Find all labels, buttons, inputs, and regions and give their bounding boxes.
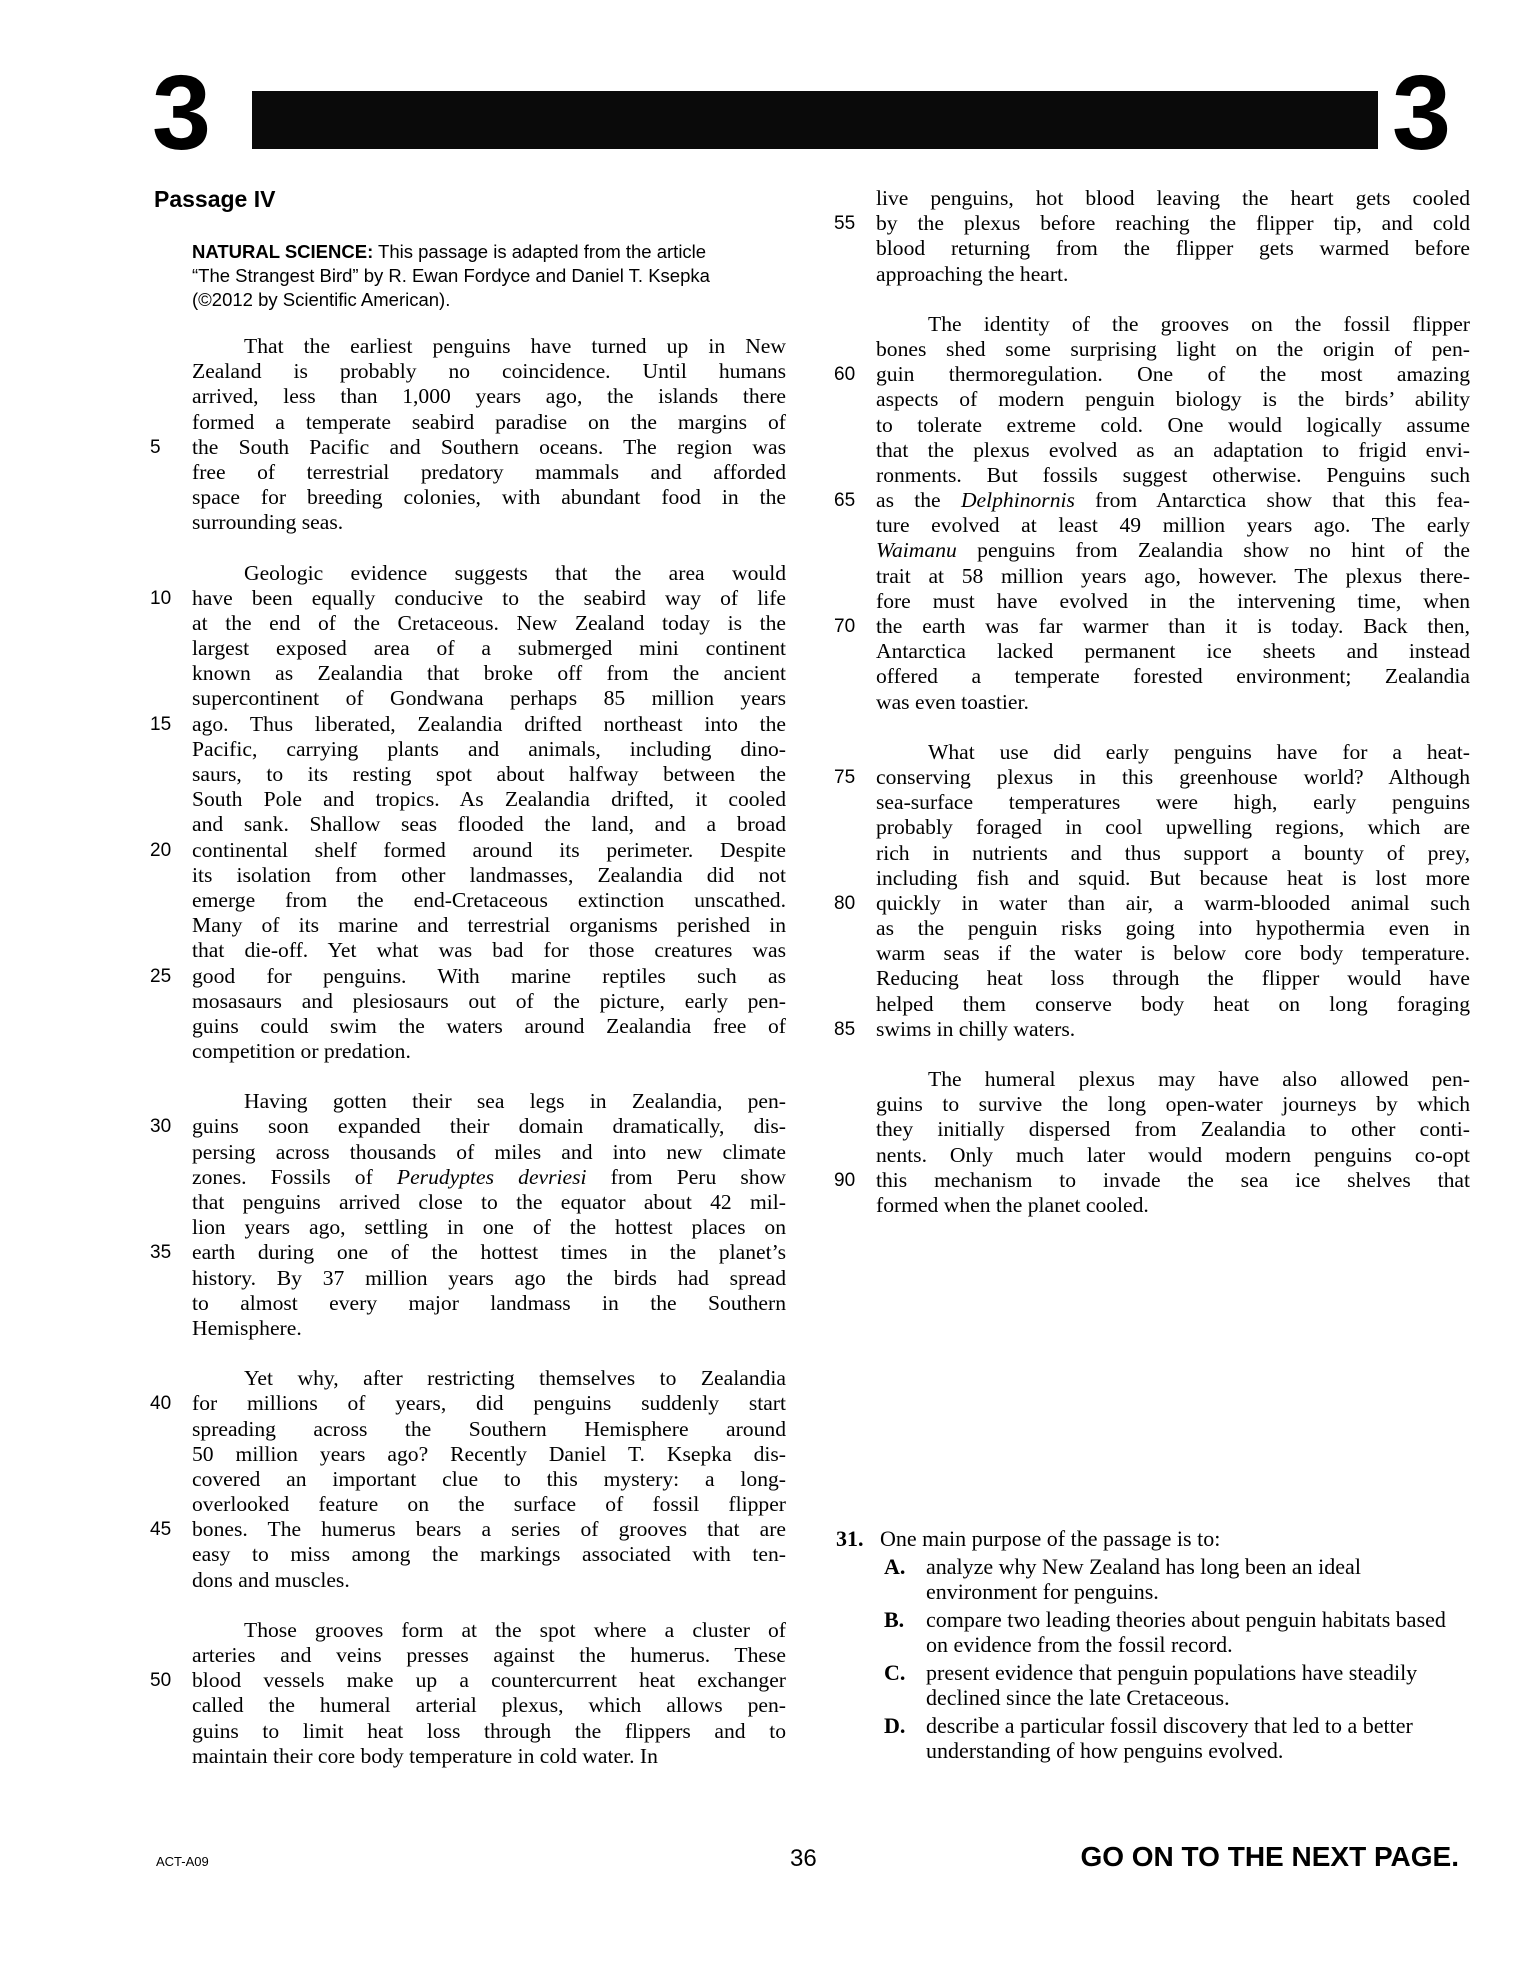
line-text: easy to miss among the markings associated with ten- [192,1542,786,1567]
passage-line [876,186,1470,211]
line-text: conserving plexus in this greenhouse world? Although [876,764,1470,789]
line-text: South Pole and tropics. As Zealandia drifted, it cooled [192,787,786,812]
passage-line [192,1618,786,1643]
passage-paragraph [834,739,1470,1042]
line-text: trait at 58 million years ago, however. The plexus there- [876,563,1470,588]
passage-line [150,1391,786,1416]
passage-line [876,1193,1470,1218]
passage-line [876,413,1470,438]
line-text: including fish and squid. But because heat is lost more [876,865,1470,890]
question-stem-text: One main purpose of the passage is to: [880,1526,1221,1551]
passage-line [876,841,1470,866]
line-text: arrived, less than 1,000 years ago, the islands there [192,384,786,409]
passage-line [876,815,1470,840]
passage-line [192,787,786,812]
question-31 [836,1526,1466,1764]
intro-line [192,240,782,264]
passage-line [876,538,1470,563]
option-text: analyze why New Zealand has long been an ideal environment for penguins. [926,1553,1361,1604]
line-number: 5 [150,436,161,458]
passage-line [192,1417,786,1442]
species-name: Delphinornis [960,488,1075,513]
intro-text: This passage is adapted from the article [373,241,707,262]
passage-line [192,863,786,888]
line-text: they initially dispersed from Zealandia to other conti- [876,1117,1470,1142]
line-text: ago. Thus liberated, Zealandia drifted northeast into the [192,711,786,736]
passage-line [192,1719,786,1744]
passage-line [150,1114,786,1139]
passage-line [192,1643,786,1668]
section-number-left: 3 [152,54,209,172]
passage-title: Passage IV [154,186,276,212]
passage-line [192,737,786,762]
line-text: arteries and veins presses against the humerus. These [192,1643,786,1667]
intro-label: NATURAL SCIENCE: [192,241,374,262]
passage-line [150,837,786,863]
line-text: helped them conserve body heat on long foraging [876,991,1470,1016]
passage-line [192,686,786,711]
line-text: history. By 37 million years ago the birds had spread [192,1265,786,1290]
line-text: What use did early penguins have for a heat- [928,739,1470,764]
passage-line [834,614,1470,639]
line-text: Pacific, carrying plants and animals, including dino- [192,736,786,761]
line-text: zones. Fossils of Perudyptes devriesi from Peru show [192,1164,786,1189]
line-number: 40 [150,1393,172,1415]
line-number: 35 [150,1242,172,1264]
line-number: 55 [834,213,856,235]
question-stem [836,1526,1466,1552]
line-text: aspects of modern penguin biology is the birds’ ability [876,387,1470,412]
line-text: quickly in water than air, a warm-blooded animal such [876,890,1470,915]
passage-line [876,438,1470,463]
section-number-right: 3 [1392,54,1449,172]
line-text: known as Zealandia that broke off from the ancient [192,661,786,686]
passage-line [192,1140,786,1165]
option-text: compare two leading theories about penguin habitats based on evidence from the fossil record. [926,1606,1446,1657]
passage-line [192,1014,786,1039]
line-text: sea-surface temperatures were high, early penguins [876,790,1470,815]
line-text: guins soon expanded their domain dramatically, dis- [192,1114,786,1139]
passage-line [192,1744,786,1769]
passage-line [876,312,1470,337]
line-text: to tolerate extreme cold. One would logically assume [876,412,1470,437]
passage-line [192,561,786,586]
passage-line [876,639,1470,664]
line-text: this mechanism to invade the sea ice shelves that [876,1167,1470,1192]
line-text: to almost every major landmass in the Southern [192,1290,786,1315]
passage-line [876,463,1470,488]
line-number: 25 [150,965,172,987]
passage-line [192,334,786,359]
line-text: The humeral plexus may have also allowed pen- [928,1067,1470,1091]
passage-line [192,1542,786,1567]
answer-option-b[interactable] [836,1607,1466,1658]
line-text: free of terrestrial predatory mammals and afforded [192,459,786,484]
passage-line [876,1067,1470,1092]
line-text: have been equally conducive to the seabird way of life [192,585,786,610]
line-text: bones shed some surprising light on the origin of pen- [876,336,1470,361]
passage-paragraph [150,334,786,536]
line-text: the earth was far warmer than it is today. Back then, [876,614,1470,638]
line-text: That the earliest penguins have turned up in New [244,334,786,358]
line-text: live penguins, hot blood leaving the heart gets cooled [876,186,1470,210]
line-text: persing across thousands of miles and into new climate [192,1139,786,1164]
line-text: The identity of the grooves on the fossil flipper [928,311,1470,336]
passage-line [876,589,1470,614]
header-bar [252,91,1378,149]
line-text: guins to limit heat loss through the flippers and to [192,1718,786,1743]
passage-line [192,1492,786,1517]
option-text: present evidence that penguin populations have steadily declined since the late Cretaceous. [926,1659,1418,1710]
option-letter: A. [884,1553,906,1579]
passage-line [876,1143,1470,1168]
passage-line [834,362,1470,387]
passage-line [876,992,1470,1017]
line-number: 60 [834,364,856,386]
intro-line: (©2012 by Scientific American). [192,289,451,310]
option-letter: D. [884,1712,906,1738]
line-text: called the humeral arterial plexus, which allows pen- [192,1693,786,1718]
line-text: largest exposed area of a submerged mini continent [192,636,786,661]
line-text: space for breeding colonies, with abundant food in the [192,485,786,510]
passage-line [876,790,1470,815]
passage-paragraph [834,186,1470,287]
passage-line [192,384,786,409]
line-text: as the Delphinornis from Antarctica show that this fea- [876,488,1470,513]
line-text: competition or predation. [192,1039,411,1064]
line-text: Hemisphere. [192,1315,302,1340]
line-text: the South Pacific and Southern oceans. The region was [192,434,786,459]
passage-line [834,211,1470,236]
line-text: Zealand is probably no coincidence. Until humans [192,359,786,384]
line-text: blood returning from the flipper gets warmed before [876,236,1470,261]
passage-line [192,1266,786,1291]
passage-line [834,488,1470,513]
passage-line [876,513,1470,538]
passage-line [192,661,786,686]
line-text: dons and muscles. [192,1567,350,1592]
line-text: its isolation from other landmasses, Zealandia did not [192,862,786,887]
passage-line [834,1167,1470,1193]
line-text: Reducing heat loss through the flipper would have [876,966,1470,991]
passage-line [876,1117,1470,1142]
option-text: describe a particular fossil discovery that led to a better understanding of how penguins evolved. [926,1712,1413,1763]
line-text: formed when the planet cooled. [876,1192,1149,1217]
line-number: 20 [150,839,172,861]
option-letter: C. [884,1659,906,1685]
passage-line [876,941,1470,966]
line-text: bones. The humerus bears a series of grooves that are [192,1517,786,1542]
line-text: guins could swim the waters around Zealandia free of [192,1013,786,1038]
line-text: by the plexus before reaching the flipper tip, and cold [876,211,1470,236]
line-text: that penguins arrived close to the equator about 42 mil- [192,1190,786,1214]
passage-line [876,866,1470,891]
passage-line [876,387,1470,412]
line-text: overlooked feature on the surface of fossil flipper [192,1492,786,1517]
passage-line [192,888,786,913]
footer-code: ACT-A09 [156,1854,209,1869]
answer-option-c[interactable] [836,1660,1466,1711]
passage-line [192,1039,786,1064]
line-text: as the penguin risks going into hypothermia even in [876,916,1470,941]
passage-line [876,1092,1470,1117]
line-text: rich in nutrients and thus support a bounty of prey, [876,840,1470,865]
line-number: 85 [834,1018,856,1040]
passage-paragraph [150,1089,786,1341]
passage-paragraph [150,1366,786,1593]
line-text: warm seas if the water is below core body temperature. [876,941,1470,966]
line-text: mosasaurs and plesiosaurs out of the picture, early pen- [192,988,786,1013]
passage-line [834,1016,1470,1042]
passage-line [876,690,1470,715]
passage-paragraph [834,1067,1470,1218]
passage-paragraph [834,311,1470,715]
line-text: 50 million years ago? Recently Daniel T. Ksepka dis- [192,1441,786,1466]
passage-line [192,460,786,485]
option-letter: B. [884,1606,905,1632]
passage-line [876,740,1470,765]
species-name: Perudyptes devriesi [396,1164,587,1189]
line-text: approaching the heart. [876,261,1069,286]
passage-line [192,611,786,636]
line-text: supercontinent of Gondwana perhaps 85 million years [192,686,786,711]
line-number: 30 [150,1116,172,1138]
passage-line [192,1165,786,1190]
line-number: 75 [834,766,856,788]
line-text: Geologic evidence suggests that the area would [244,560,786,585]
line-text: offered a temperate forested environment; Zealandia [876,664,1470,689]
passage-line [192,1316,786,1341]
passage-line [192,1291,786,1316]
line-text: good for penguins. With marine reptiles such as [192,963,786,988]
line-text: continental shelf formed around its perimeter. Despite [192,837,786,862]
passage-line [192,636,786,661]
passage-line [876,916,1470,941]
line-text: and sank. Shallow seas flooded the land, and a broad [192,812,786,837]
passage-line [192,1693,786,1718]
passage-line [192,989,786,1014]
passage-paragraph [150,560,786,1065]
line-text: surrounding seas. [192,510,344,535]
passage-line [192,1467,786,1492]
line-text: guin thermoregulation. One of the most amazing [876,362,1470,387]
line-text: maintain their core body temperature in cold water. In [192,1743,658,1768]
line-text: that the plexus evolved as an adaptation to frigid envi- [876,437,1470,462]
passage-line [876,262,1470,287]
line-text: probably foraged in cool upwelling regions, which are [876,815,1470,840]
line-text: lion years ago, settling in one of the hottest places on [192,1215,786,1240]
passage-line [150,1517,786,1542]
passage-line [192,913,786,938]
intro-line: “The Strangest Bird” by R. Ewan Fordyce and Daniel T. Ksepka [192,265,710,286]
passage-line [876,966,1470,991]
line-text: formed a temperate seabird paradise on the margins of [192,409,786,434]
answer-option-d[interactable] [836,1713,1466,1764]
passage-line [192,762,786,787]
line-text: was even toastier. [876,689,1029,714]
passage-line [834,764,1470,790]
passage-line [192,812,786,837]
passage-line [876,236,1470,261]
line-text: at the end of the Cretaceous. New Zealand today is the [192,610,786,635]
passage-line [192,359,786,384]
line-text: spreading across the Southern Hemisphere around [192,1416,786,1441]
question-number: 31. [836,1526,864,1551]
line-number: 10 [150,587,172,609]
passage-column-right [834,186,1470,1243]
line-number: 70 [834,616,856,637]
line-text: blood vessels make up a countercurrent heat exchanger [192,1668,786,1693]
passage-paragraph [150,1617,786,1769]
line-text: Having gotten their sea legs in Zealandia, pen- [244,1089,786,1114]
line-text: guins to survive the long open-water journeys by which [876,1092,1470,1117]
passage-line [150,963,786,989]
line-text: covered an important clue to this mystery: a long- [192,1466,786,1491]
line-text: that die-off. Yet what was bad for those creatures was [192,938,786,963]
passage-line [192,1215,786,1240]
passage-line [150,1240,786,1265]
passage-line [192,485,786,510]
line-number: 15 [150,713,172,735]
line-text: ture evolved at least 49 million years ago. The early [876,513,1470,538]
line-text: fore must have evolved in the intervening time, when [876,588,1470,613]
line-text: saurs, to its resting spot about halfway between the [192,762,786,786]
line-text: Yet why, after restricting themselves to Zealandia [244,1366,786,1391]
line-text: ronments. But fossils suggest otherwise. Penguins such [876,462,1470,487]
answer-option-a[interactable] [836,1554,1466,1605]
passage-line [192,1568,786,1593]
passage-line [876,564,1470,589]
passage-line [192,1089,786,1114]
line-text: Waimanu penguins from Zealandia show no hint of the [876,538,1470,563]
passage-line [834,890,1470,916]
next-page-notice: GO ON TO THE NEXT PAGE. [1080,1841,1459,1872]
passage-line [192,510,786,535]
line-text: for millions of years, did penguins suddenly start [192,1391,786,1416]
passage-line [192,410,786,435]
line-number: 65 [834,490,856,512]
line-text: Antarctica lacked permanent ice sheets and instead [876,639,1470,664]
page-number: 36 [790,1845,817,1872]
passage-line [876,664,1470,689]
passage-line [192,1442,786,1467]
species-name: Waimanu [876,538,957,563]
passage-line [192,1366,786,1391]
line-number: 45 [150,1519,172,1541]
passage-line [150,1668,786,1693]
line-text: emerge from the end-Cretaceous extinction unscathed. [192,887,786,912]
line-number: 80 [834,892,856,914]
line-text: swims in chilly waters. [876,1016,1076,1041]
passage-column-left [150,334,786,1794]
passage-line [150,711,786,737]
passage-intro [192,240,782,312]
passage-line [150,434,786,460]
line-text: Many of its marine and terrestrial organisms perished in [192,913,786,938]
passage-line [192,1190,786,1215]
passage-line [192,938,786,963]
line-number: 90 [834,1169,856,1191]
passage-line [876,337,1470,362]
passage-line [150,585,786,611]
line-text: earth during one of the hottest times in the planet’s [192,1240,786,1265]
line-text: Those grooves form at the spot where a cluster of [244,1617,786,1642]
line-text: nents. Only much later would modern penguins co-opt [876,1142,1470,1167]
line-number: 50 [150,1670,172,1692]
